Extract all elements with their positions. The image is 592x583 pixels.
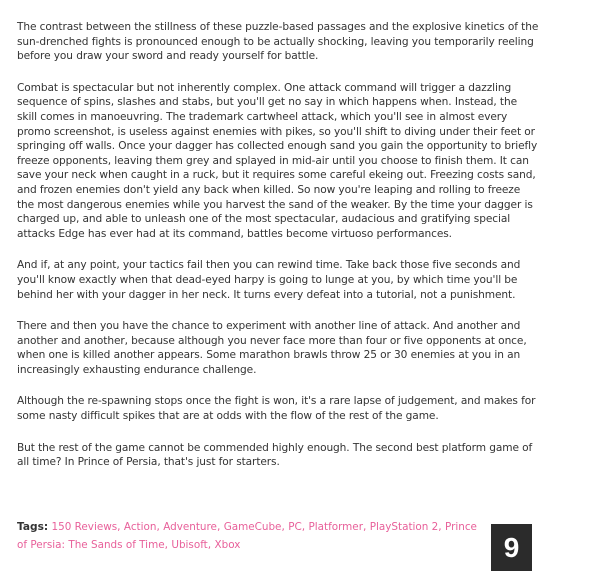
tag-separator: , [362, 521, 370, 533]
tag-link[interactable]: Ubisoft [171, 539, 208, 551]
tag-separator: , [438, 521, 446, 533]
tag-link[interactable]: PC [288, 521, 302, 533]
tags-label: Tags: [17, 521, 49, 533]
article-body [17, 20, 539, 487]
tag-separator: , [281, 521, 289, 533]
tag-separator: , [156, 521, 164, 533]
tag-separator: , [164, 539, 172, 551]
tag-link[interactable]: Action [123, 521, 157, 533]
tag-separator: , [207, 539, 215, 551]
tag-separator: , [117, 521, 124, 533]
article-paragraph: Combat is spectacular but not inherently complex. One attack command will trigger a dazzling sequence of spins, slashes and stabs, but you'll get no say in which happens when. Instead, the skill comes in manoeuvring. The trademark cartwheel attack, which you'll see in almost every promo screenshot, is useless against enemies with pikes, so you'll shift to diving under their feet or springing off walls. Once your dagger has collected enough sand you gain the opportunity to briefly freeze opponents, leaving them grey and splayed in mid-air until you choose to finish them. It can save your neck when caught in a ruck, but it requires some careful ekeing out. Freezing costs sand, and frozen enemies don't yield any back when killed. So now you're leaping and rolling to freeze the most dangerous enemies while you harvest the sand of the weaker. By the time your dagger is charged up, and able to unleash one of the most spectacular, audacious and gratifying special attacks Edge has ever had at its command, battles become virtuoso performances. [17, 81, 538, 240]
tag-link[interactable]: Adventure [163, 521, 217, 533]
tag-link[interactable]: Prince of Persia: The Sands of Time [17, 521, 477, 551]
tag-separator: , [301, 521, 309, 533]
tag-link[interactable]: GameCube [223, 521, 282, 533]
tag-link[interactable]: 150 Reviews [51, 521, 118, 533]
article-paragraph: There and then you have the chance to experiment with another line of attack. And another and another and another, because although you never face more than four or five opponents at once, when one is killed another appears. Some marathon brawls throw 25 or 30 enemies at you in an increasingly exhausting endurance challenge. [17, 320, 527, 376]
article-paragraph: The contrast between the stillness of these puzzle-based passages and the explosive kinetics of the sun-drenched fights is pronounced enough to be actually shocking, leaving you temporarily reeling before you draw your sword and ready yourself for battle. [17, 21, 539, 63]
tag-link[interactable]: PlayStation 2 [369, 521, 439, 533]
tag-link[interactable]: Platformer [308, 521, 363, 533]
review-score-badge [491, 524, 532, 571]
tags-section [17, 518, 487, 554]
tag-link[interactable]: Xbox [214, 539, 241, 551]
review-score-value: 9 [503, 531, 520, 563]
article-paragraph: Although the re-spawning stops once the fight is won, it's a rare lapse of judgement, and makes for some nasty difficult spikes that are at odds with the flow of the rest of the game. [17, 395, 536, 423]
article-paragraph: But the rest of the game cannot be commended highly enough. The second best platform game of all time? In Prince of Persia, that's just for starters. [17, 441, 533, 469]
article-paragraph: And if, at any point, your tactics fail then you can rewind time. Take back those five seconds and you'll know exactly when that dead-eyed harpy is going to lunge at you, by which time you'll be behind her with your dagger in her neck. It turns every defeat into a tutorial, not a punishment. [17, 259, 521, 301]
tag-separator: , [216, 521, 224, 533]
